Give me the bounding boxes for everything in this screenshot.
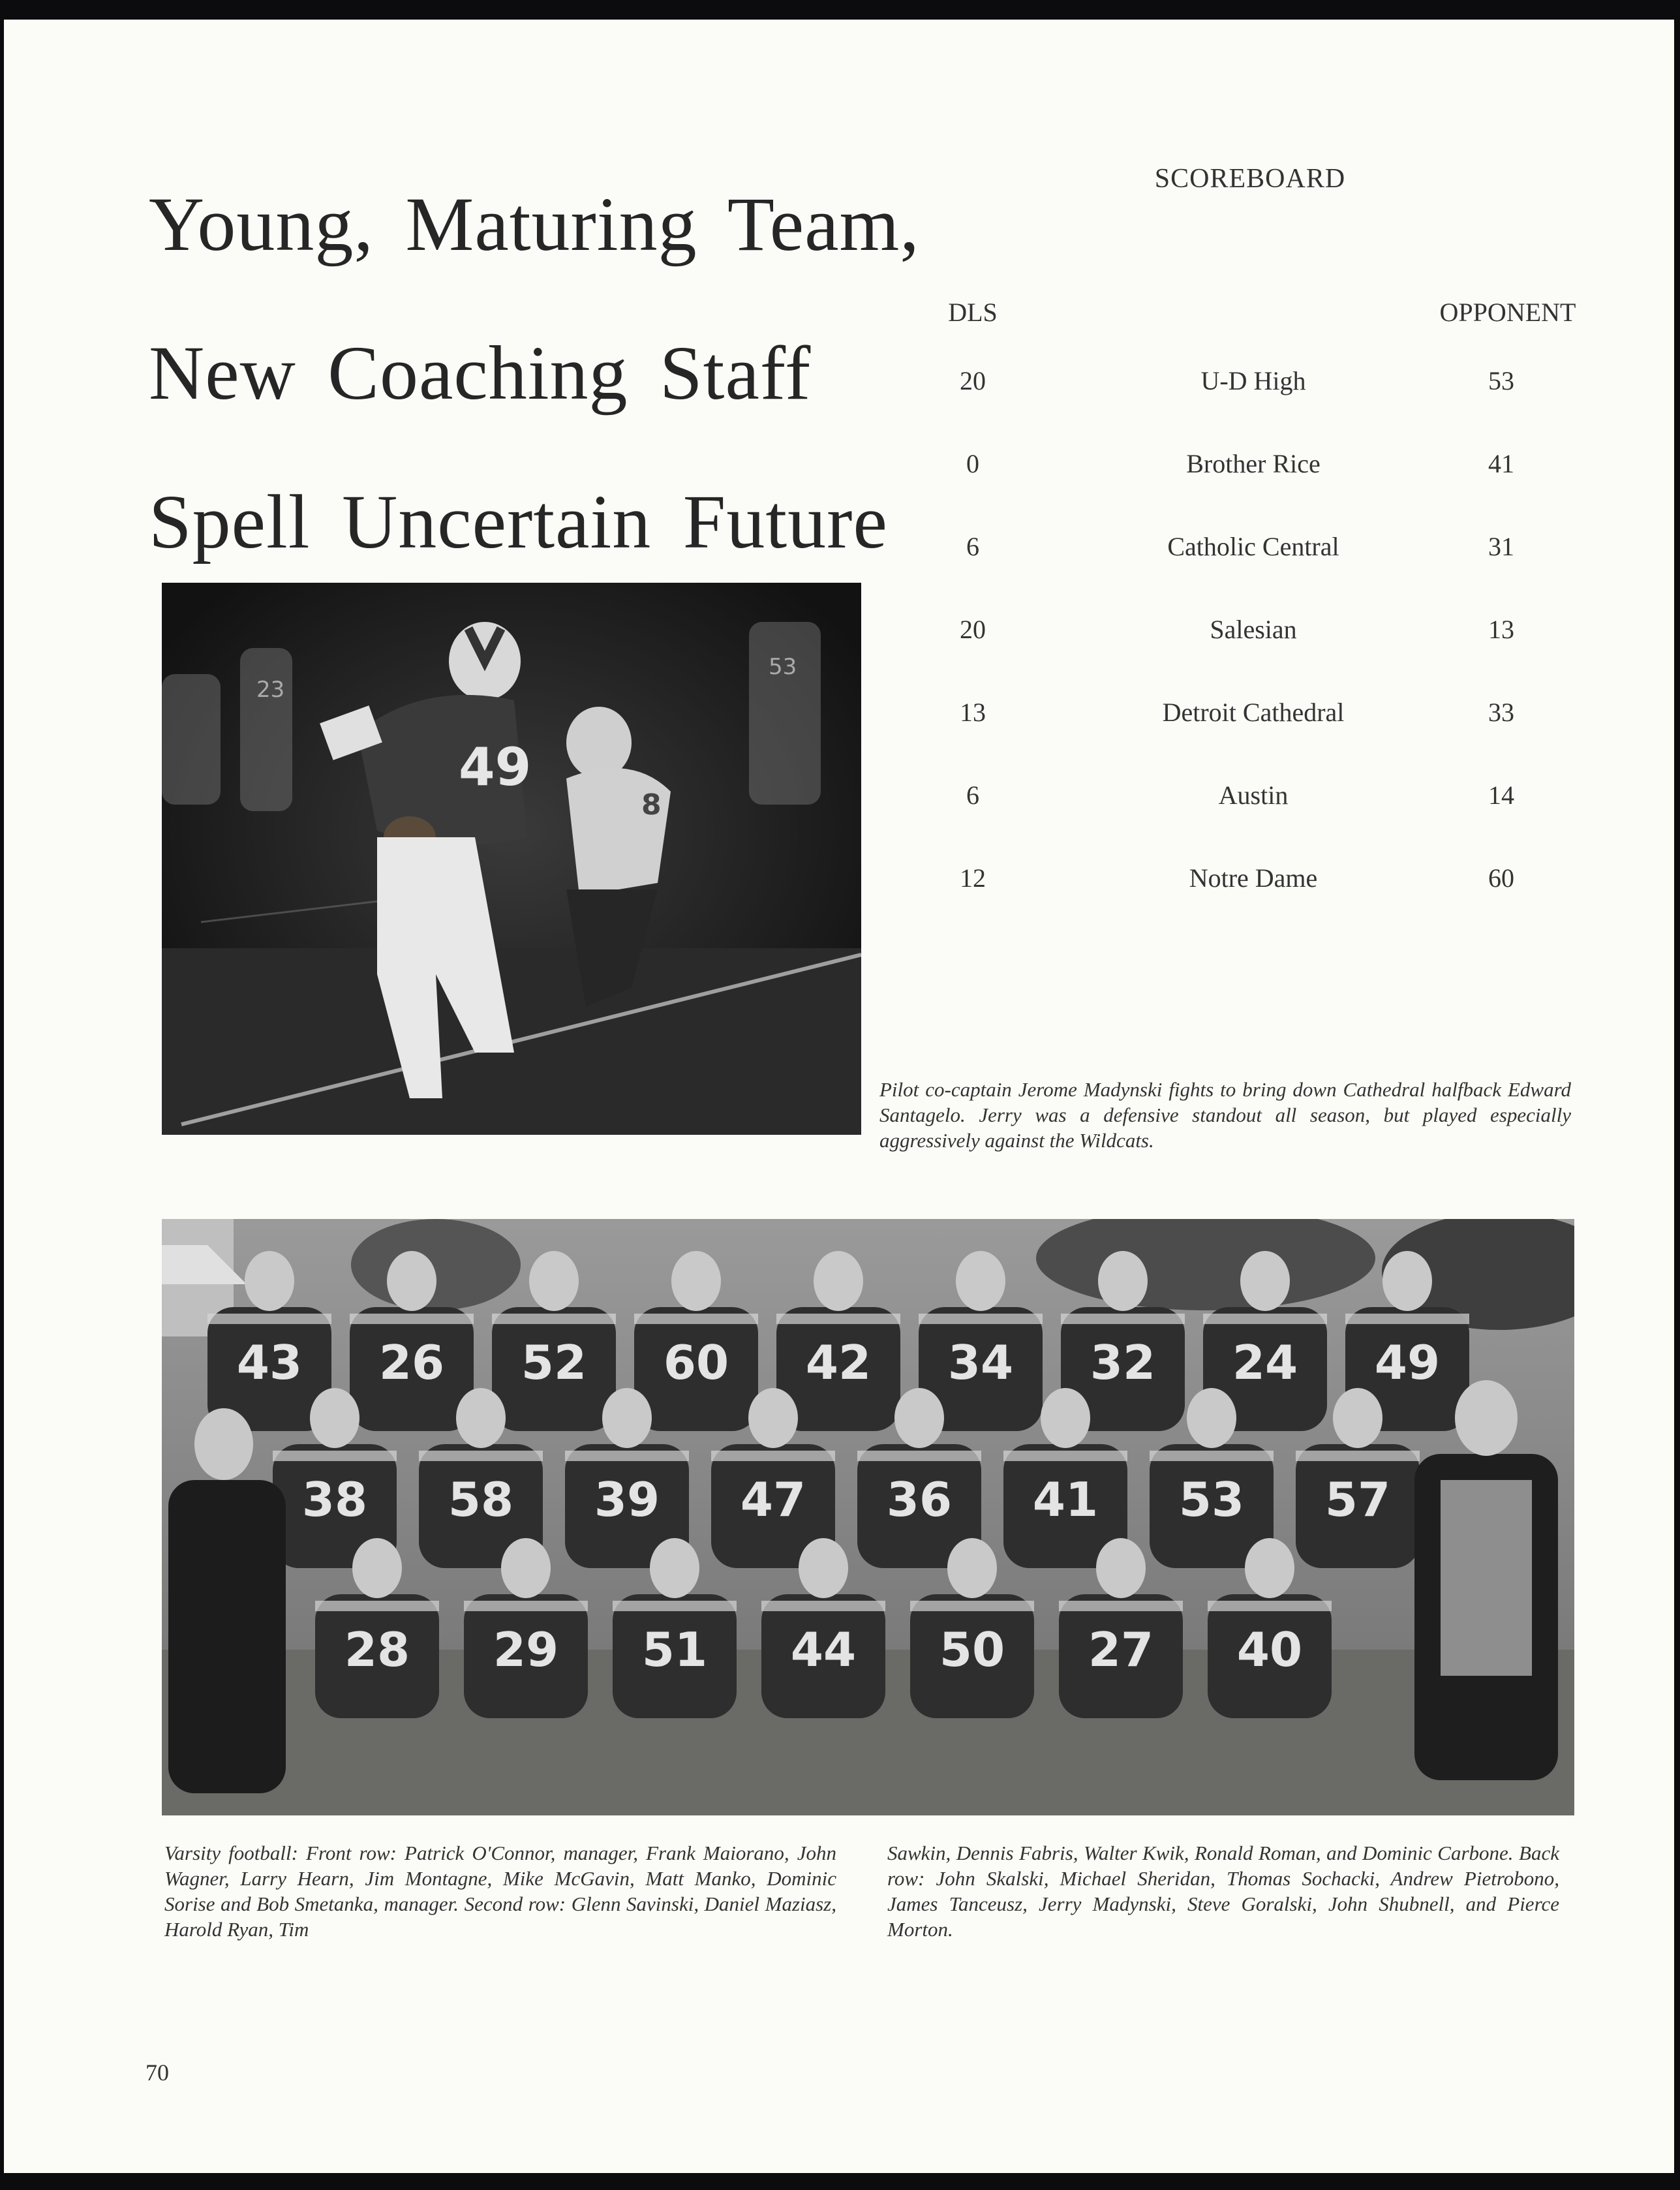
team-jersey-number: 28 bbox=[344, 1622, 410, 1677]
score-opponent: 13 bbox=[1488, 615, 1514, 644]
team-jersey-number: 50 bbox=[939, 1622, 1005, 1677]
score-dls: 6 bbox=[966, 780, 979, 810]
team-jersey-number: 41 bbox=[1032, 1472, 1099, 1527]
action-photo-caption: Pilot co-captain Jerome Madynski fights to bring down Cathedral halfback Edward Santagelo. Jerry was a defensive standout all season, but played especially aggressively against the Wildcats. bbox=[879, 1078, 1571, 1152]
opponent-name: Salesian bbox=[1210, 615, 1297, 644]
team-jersey-number: 38 bbox=[301, 1472, 368, 1527]
team-jersey-number: 53 bbox=[1178, 1472, 1245, 1527]
team-jersey-number: 26 bbox=[378, 1335, 445, 1390]
team-jersey-number: 44 bbox=[790, 1622, 857, 1677]
team-jersey-number: 58 bbox=[448, 1472, 514, 1527]
team-jersey-number: 40 bbox=[1236, 1622, 1303, 1677]
opponent-name: Notre Dame bbox=[1189, 863, 1318, 893]
team-jersey-number: 39 bbox=[594, 1472, 660, 1527]
headline bbox=[149, 150, 932, 596]
team-jersey-number: 43 bbox=[236, 1335, 303, 1390]
team-jersey-number: 42 bbox=[805, 1335, 872, 1390]
score-opponent: 60 bbox=[1488, 863, 1514, 893]
bg-jersey-number: 23 bbox=[256, 677, 285, 703]
headline-line-1: Young, Maturing Team, bbox=[149, 181, 920, 267]
score-opponent: 41 bbox=[1488, 449, 1514, 478]
score-opponent: 53 bbox=[1488, 366, 1514, 395]
yearbook-page bbox=[4, 20, 1674, 2173]
team-jersey-number: 60 bbox=[663, 1335, 729, 1390]
opponent-name: Austin bbox=[1218, 780, 1289, 810]
score-opponent: 33 bbox=[1488, 698, 1514, 727]
opponent-name: U-D High bbox=[1200, 366, 1306, 395]
team-jersey-number: 36 bbox=[886, 1472, 953, 1527]
team-jersey-number: 24 bbox=[1232, 1335, 1298, 1390]
score-dls: 12 bbox=[960, 863, 986, 893]
opponent-name: Detroit Cathedral bbox=[1162, 698, 1345, 727]
page-number: 70 bbox=[145, 2059, 169, 2086]
team-jersey-number: 27 bbox=[1088, 1622, 1154, 1677]
tackler-jersey-number: 8 bbox=[641, 788, 662, 822]
team-jersey-number: 32 bbox=[1090, 1335, 1156, 1390]
team-photo bbox=[162, 1219, 1574, 1815]
score-opponent: 31 bbox=[1488, 532, 1514, 561]
team-jersey-number: 47 bbox=[740, 1472, 806, 1527]
team-jersey-number: 51 bbox=[641, 1622, 708, 1677]
column-opponent: OPPONENT bbox=[1439, 298, 1576, 327]
column-dls: DLS bbox=[948, 298, 998, 327]
team-jersey-number: 52 bbox=[521, 1335, 587, 1390]
runner-jersey-number: 49 bbox=[459, 737, 532, 797]
team-jersey-number: 29 bbox=[493, 1622, 559, 1677]
score-dls: 6 bbox=[966, 532, 979, 561]
headline-line-2: New Coaching Staff bbox=[149, 330, 812, 416]
action-photo bbox=[162, 583, 861, 1135]
team-caption-right: Sawkin, Dennis Fabris, Walter Kwik, Ronald Roman, and Dominic Carbone. Back row: John Skalski, Michael Sheridan, Thomas Sochacki, Andrew Pietrobono, James Tanceusz, Jerry Madynski, Steve Goralski, John Shubnell, and Pierce Morton. bbox=[887, 1842, 1559, 1941]
score-opponent: 14 bbox=[1488, 780, 1514, 810]
bg-jersey-number: 53 bbox=[769, 654, 797, 680]
score-dls: 13 bbox=[960, 698, 986, 727]
score-dls: 20 bbox=[960, 366, 986, 395]
score-dls: 0 bbox=[966, 449, 979, 478]
team-jersey-number: 49 bbox=[1374, 1335, 1441, 1390]
team-jersey-number: 57 bbox=[1324, 1472, 1391, 1527]
opponent-name: Brother Rice bbox=[1186, 449, 1321, 478]
scoreboard-title: SCOREBOARD bbox=[1154, 164, 1346, 194]
headline-line-3: Spell Uncertain Future bbox=[149, 479, 888, 564]
team-caption-left: Varsity football: Front row: Patrick O'Connor, manager, Frank Maiorano, John Wagner, Larry Hearn, Jim Montagne, Mike McGavin, Matt Manko, Dominic Sorise and Bob Smetanka, manager. Second row: Glenn Savinski, Daniel Maziasz, Harold Ryan, Tim bbox=[164, 1842, 836, 1941]
team-jersey-number: 34 bbox=[947, 1335, 1014, 1390]
opponent-name: Catholic Central bbox=[1167, 532, 1339, 561]
score-dls: 20 bbox=[960, 615, 986, 644]
